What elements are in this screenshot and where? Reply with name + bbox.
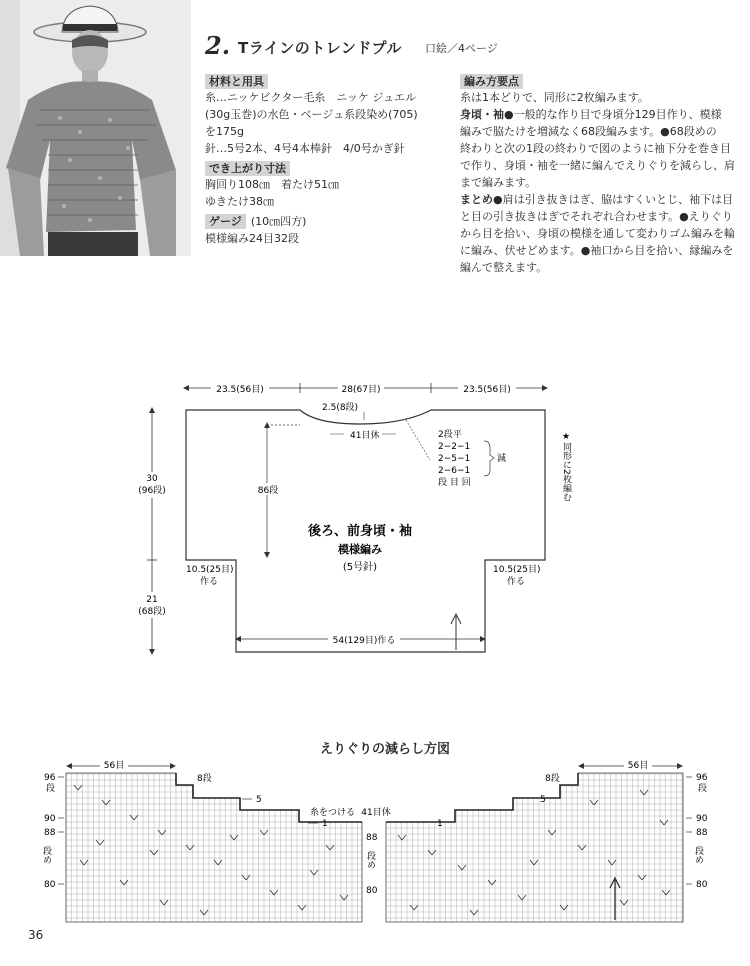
right-90-label: 90: [696, 814, 708, 824]
row-80-label: 80: [44, 880, 56, 890]
needle-size: (5号針): [342, 562, 378, 573]
method-line: 編んで整えます。: [460, 261, 548, 274]
method-line: 編みで脇たけを増減なく68段編みます。●68段めの: [460, 125, 717, 138]
method-line: に編み、伏せどめます。●袖口から目を拾い、縁編みを: [460, 244, 734, 257]
method-head-finish: まとめ: [460, 193, 493, 206]
row-96-unit: 段: [46, 784, 56, 794]
row-88-label: 88: [44, 828, 56, 838]
gauge-line: 模様編み24目32段: [205, 232, 299, 245]
width-center-label: 28(67目): [341, 385, 381, 395]
method-text: ●一般的な作り目で身頃分129目作り、模様: [504, 108, 722, 121]
gauge-label: ゲージ: [205, 214, 246, 229]
mark-8-left: 8段: [197, 774, 212, 784]
decrease-footer: 段 目 回: [438, 478, 471, 488]
garment-schematic: [0, 370, 750, 670]
side-note: ★同形に2枚編む: [561, 432, 571, 502]
right-88-label: 88: [696, 828, 708, 838]
bottom-cast-label: 54(129目)作る: [332, 636, 396, 646]
row-88-unit: 段め: [41, 846, 51, 864]
method-line: 終わりと次の1段の終わりで図のように袖下分を巻き目: [460, 142, 731, 155]
decrease-label: 減: [497, 454, 507, 464]
width-right-label: 23.5(56目): [463, 385, 511, 395]
decrease-row-3: 2−5−1: [438, 454, 471, 464]
neck-rest-label: 41目休: [350, 431, 380, 441]
mid-88-unit: 段め: [365, 851, 375, 869]
method-section: [460, 70, 740, 276]
row-90-label: 90: [44, 814, 56, 824]
rows-86-label: 86段: [257, 486, 279, 496]
method-label: 編み方要点: [460, 74, 523, 89]
decrease-row-4: 2−6−1: [438, 466, 471, 476]
chart-stitches-left: 56目: [103, 761, 125, 771]
height-upper-label: 30: [146, 474, 158, 484]
size-label: でき上がり寸法: [205, 161, 290, 176]
gauge-unit: (10㎝四方): [250, 215, 307, 228]
row-96-label: 96: [44, 773, 56, 783]
mark-8-right: 8段: [545, 774, 560, 784]
method-line: [460, 106, 740, 123]
left-cast-label: 10.5(25目): [186, 565, 234, 575]
right-cast-label-2: 作る: [507, 577, 526, 587]
right-88-unit: 段め: [693, 846, 703, 864]
yarn-attach-label: 糸をつける: [310, 808, 356, 818]
mark-5-left: 5: [256, 795, 262, 805]
decrease-row-2: 2−2−1: [438, 442, 471, 452]
method-line: と目の引き抜きはぎでそれぞれ合わせます。●えりぐり: [460, 210, 733, 223]
chart-title: えりぐりの減らし方図: [320, 742, 451, 757]
method-line: まで編みます。: [460, 176, 537, 189]
pattern-name: 模様編み: [338, 543, 382, 556]
neckline-chart: [0, 730, 750, 930]
yarn-line-2: (30g玉巻)の水色・ベージュ系段染め(705): [205, 108, 418, 121]
needles-line: 針…5号2本、4号4本棒針 4/0号かぎ針: [205, 142, 405, 155]
method-head-body: 身頃・袖: [460, 108, 504, 121]
page-number: 36: [28, 928, 44, 942]
size-line-2: ゆきたけ38㎝: [205, 195, 274, 208]
decrease-row-1: 2段平: [438, 430, 462, 440]
method-text: ●肩は引き抜きはぎ、脇はすくいとじ、袖下は目: [493, 193, 734, 206]
pattern-page-reference: 口絵／4ページ: [425, 42, 498, 55]
size-line-1: 胸回り108㎝ 着たけ51㎝: [205, 178, 339, 191]
pattern-title: Tラインのトレンドプル: [238, 39, 402, 57]
chart-stitches-right: 56目: [627, 761, 649, 771]
method-line: [460, 191, 740, 208]
right-96-unit: 段: [698, 784, 708, 794]
method-line: から目を拾い、身頃の模様を通して変わりゴム編みを輪: [460, 227, 735, 240]
materials-label: 材料と用具: [205, 74, 268, 89]
model-photo: [0, 0, 191, 256]
mark-5-right: 5: [540, 795, 546, 805]
right-96-label: 96: [696, 773, 708, 783]
height-lower-rows: (68段): [138, 607, 166, 617]
yarn-line-3: を175g: [205, 125, 244, 138]
mid-88-label: 88: [366, 833, 378, 843]
materials-section: [205, 70, 450, 247]
left-cast-label-2: 作る: [200, 577, 219, 587]
pattern-number: 2.: [205, 31, 231, 60]
height-lower-label: 21: [146, 595, 158, 605]
rest-41-label: 41目休: [361, 808, 391, 818]
right-cast-label: 10.5(25目): [493, 565, 541, 575]
width-left-label: 23.5(56目): [216, 385, 264, 395]
neck-depth-label: 2.5(8段): [322, 403, 359, 413]
yarn-line-1: 糸…ニッケビクター毛糸 ニッケ ジュエル: [205, 91, 417, 104]
method-line: で作り、身頃・袖を一緒に編んでえりぐりを減らし、肩: [460, 159, 735, 172]
right-80-label: 80: [696, 880, 708, 890]
piece-name: 後ろ、前身頃・袖: [307, 524, 413, 539]
mid-80-label: 80: [366, 886, 378, 896]
method-line: 糸は1本どりで、同形に2枚編みます。: [460, 91, 649, 104]
mark-1-left: 1: [322, 819, 328, 829]
mark-1-right: 1: [437, 819, 443, 829]
height-upper-rows: (96段): [138, 486, 166, 496]
